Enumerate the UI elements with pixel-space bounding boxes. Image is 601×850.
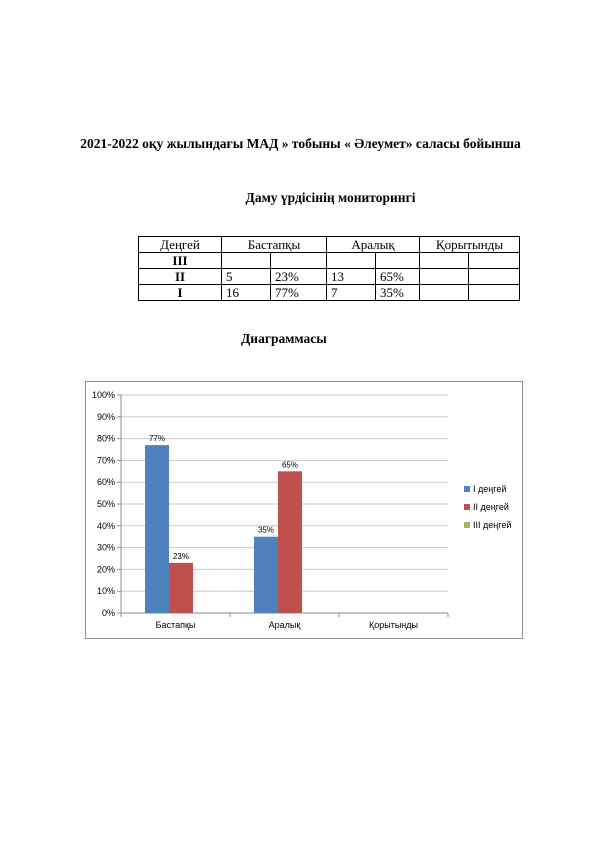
table-header-row: [139, 237, 520, 253]
y-tick-label: 50%: [96, 499, 115, 509]
legend-swatch: [464, 522, 470, 528]
table-cell: [469, 253, 520, 269]
diagram-title: Диаграммасы: [241, 331, 327, 346]
table-cell: 77%: [271, 285, 327, 301]
y-tick-label: 100%: [91, 390, 115, 400]
bar: [145, 445, 169, 613]
bar: [169, 563, 193, 613]
row-level: III: [139, 253, 222, 269]
row-level: I: [139, 285, 222, 301]
document-title: 2021-2022 оқу жылындағы МАД » тобыны « Әлеумет» саласы бойынша: [80, 136, 521, 151]
chart-frame: [85, 381, 523, 639]
y-tick-label: 0%: [101, 608, 115, 618]
legend-entry: II деңгей: [473, 502, 509, 512]
y-tick-label: 30%: [96, 542, 115, 553]
table-cell: 35%: [376, 285, 420, 301]
data-label: 65%: [281, 460, 299, 470]
table-cell: 23%: [271, 269, 327, 285]
legend-swatch: [464, 486, 470, 492]
table-cell: [327, 253, 376, 269]
x-tick-label: Аралық: [268, 620, 301, 630]
data-label: 77%: [148, 434, 166, 444]
header-level: Деңгей: [139, 237, 222, 253]
table-cell: [469, 285, 520, 301]
table-cell: [222, 253, 271, 269]
table-cell: [271, 253, 327, 269]
bar: [278, 471, 302, 613]
y-tick-label: 60%: [96, 477, 115, 488]
monitoring-table: [138, 236, 520, 301]
y-tick-label: 70%: [96, 455, 115, 466]
table-cell: [420, 253, 469, 269]
y-tick-label: 80%: [96, 433, 115, 444]
header-initial: Бастапқы: [222, 237, 327, 253]
table-row: [139, 285, 520, 301]
legend-entry: III деңгей: [473, 520, 512, 530]
data-label: 35%: [257, 525, 275, 535]
x-tick-label: Қорытынды: [368, 620, 419, 630]
legend-entry: I деңгей: [473, 484, 507, 494]
table-cell: 5: [222, 269, 271, 285]
y-tick-label: 90%: [96, 411, 115, 422]
y-tick-label: 10%: [96, 586, 115, 597]
header-final: Қорытынды: [420, 237, 520, 253]
table-cell: 16: [222, 285, 271, 301]
bar-chart: [86, 382, 522, 638]
row-level: II: [139, 269, 222, 285]
table-cell: [469, 269, 520, 285]
x-tick-label: Бастапқы: [155, 620, 196, 630]
document-subtitle: Даму үрдісінің мониторингі: [245, 190, 416, 205]
table-cell: [376, 253, 420, 269]
y-tick-label: 20%: [96, 564, 115, 575]
table-cell: 7: [327, 285, 376, 301]
legend-swatch: [464, 504, 470, 510]
table-cell: 65%: [376, 269, 420, 285]
y-tick-label: 40%: [96, 520, 115, 531]
table-cell: [420, 269, 469, 285]
table-cell: 13: [327, 269, 376, 285]
table-row: [139, 253, 520, 269]
data-label: 23%: [172, 551, 190, 561]
header-middle: Аралық: [327, 237, 420, 253]
bar: [254, 537, 278, 613]
table-row: [139, 269, 520, 285]
table-cell: [420, 285, 469, 301]
